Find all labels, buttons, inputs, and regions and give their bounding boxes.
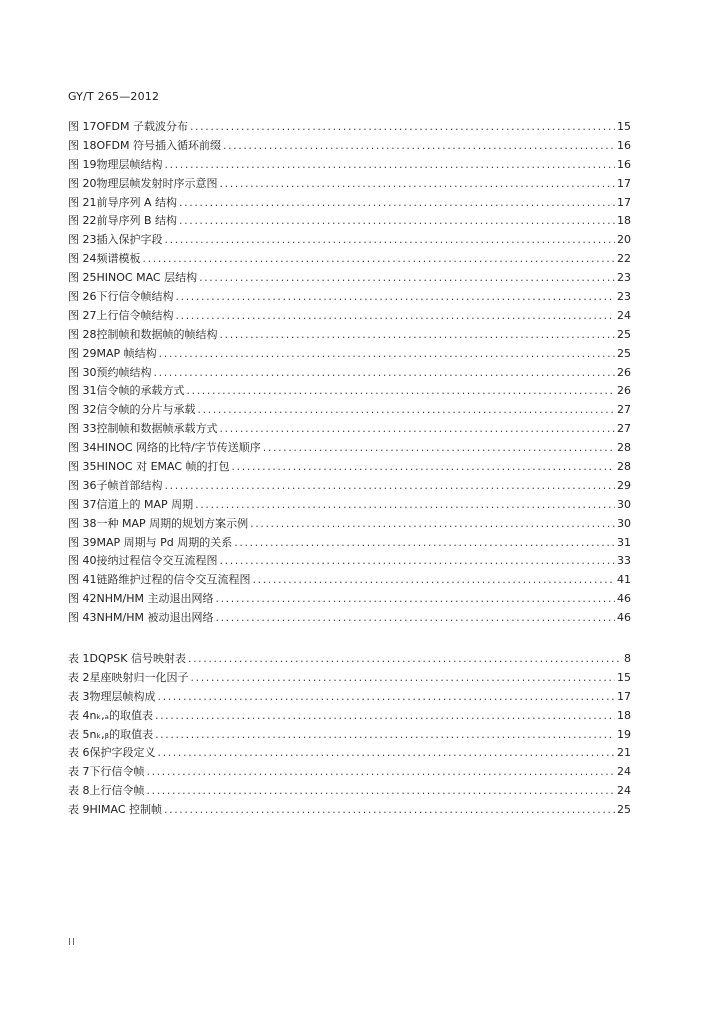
toc-entry-figure[interactable] <box>68 420 631 439</box>
entry-page: 15 <box>617 120 631 133</box>
toc-entry-figure[interactable] <box>68 326 631 345</box>
leader-dots <box>250 517 615 530</box>
entry-label: 表 5 <box>68 727 90 741</box>
entry-page: 26 <box>617 384 631 398</box>
entry-page: 24 <box>617 765 631 779</box>
entry-title: 物理层帧结构 <box>96 157 163 171</box>
entry-label: 表 4 <box>68 708 90 722</box>
entry-title: 链路维护过程的信令交互流程图 <box>96 573 251 587</box>
entry-label: 图 38 <box>68 516 97 530</box>
toc-entry-table[interactable] <box>68 744 631 763</box>
leader-dots <box>165 158 616 171</box>
entry-page: 25 <box>617 346 631 360</box>
toc-entry-figure[interactable] <box>68 118 631 137</box>
entry-title: HIMAC 控制帧 <box>89 803 163 817</box>
entry-page: 31 <box>617 535 631 549</box>
entry-label: 图 25 <box>68 271 97 285</box>
toc-entry-figure[interactable] <box>68 590 631 609</box>
toc-entry-table[interactable] <box>68 763 631 782</box>
entry-label: 表 8 <box>68 784 90 798</box>
toc-entry-table[interactable] <box>68 782 631 801</box>
leader-dots <box>220 422 616 435</box>
toc-entry-figure[interactable] <box>68 552 631 571</box>
leader-dots <box>253 573 616 586</box>
toc-entry-table[interactable] <box>68 707 631 726</box>
leader-dots <box>220 328 616 341</box>
leader-dots <box>223 139 615 152</box>
entry-label: 图 26 <box>68 290 97 304</box>
entry-page: 17 <box>617 195 631 209</box>
entry-page: 25 <box>617 803 631 817</box>
leader-dots <box>154 366 616 379</box>
entry-page: 27 <box>617 403 631 417</box>
toc-entry-figure[interactable] <box>68 175 631 194</box>
entry-page: 16 <box>617 138 631 152</box>
leader-dots <box>179 214 615 227</box>
toc-entry-figure[interactable] <box>68 250 631 269</box>
entry-label: 图 18 <box>68 138 97 152</box>
leader-dots <box>155 709 615 722</box>
entry-title: nₖ,ᵦ的取值表 <box>89 727 154 741</box>
page-number: II <box>68 937 76 948</box>
entry-page: 24 <box>617 308 631 322</box>
entry-title: 信道上的 MAP 周期 <box>96 497 194 511</box>
entry-title: 控制帧和数据帧承载方式 <box>96 422 218 436</box>
entry-page: 17 <box>617 689 631 703</box>
toc-entry-figure[interactable] <box>68 496 631 515</box>
leader-dots <box>164 803 615 816</box>
leader-dots <box>232 460 615 473</box>
entry-title: 前导序列 B 结构 <box>96 214 178 228</box>
leader-dots <box>215 611 615 624</box>
entry-title: nₖ,ₐ的取值表 <box>89 708 153 722</box>
leader-dots <box>188 652 622 665</box>
entry-title: 物理层帧构成 <box>89 689 156 703</box>
entry-title: 预约帧结构 <box>96 365 152 379</box>
entry-label: 图 22 <box>68 214 97 228</box>
entry-page: 20 <box>617 233 631 247</box>
entry-title: HINOC MAC 层结构 <box>96 271 198 285</box>
entry-label: 图 20 <box>68 176 97 190</box>
leader-dots <box>147 765 616 778</box>
entry-label: 图 19 <box>68 157 97 171</box>
entry-title: 保护字段定义 <box>89 746 156 760</box>
leader-dots <box>155 728 615 741</box>
entry-page: 19 <box>617 727 631 741</box>
entry-title: 前导序列 A 结构 <box>96 195 178 209</box>
entry-title: OFDM 子载波分布 <box>96 120 188 133</box>
entry-page: 26 <box>617 365 631 379</box>
entry-title: 信令帧的承载方式 <box>96 384 185 398</box>
toc-entry-figure[interactable] <box>68 137 631 156</box>
leader-dots <box>215 592 615 605</box>
leader-dots <box>179 196 615 209</box>
entry-page: 15 <box>617 670 631 684</box>
entry-page: 29 <box>617 478 631 492</box>
document-header: GY/T 265—2012 <box>68 90 160 103</box>
entry-page: 18 <box>617 214 631 228</box>
entry-page: 30 <box>617 497 631 511</box>
leader-dots <box>159 347 615 360</box>
entry-title: 一种 MAP 周期的规划方案示例 <box>96 516 249 530</box>
entry-title: HINOC 网络的比特/字节传送顺序 <box>96 441 261 455</box>
entry-label: 图 31 <box>68 384 97 398</box>
entry-label: 表 3 <box>68 689 90 703</box>
toc-entry-figure[interactable] <box>68 458 631 477</box>
leader-dots <box>187 384 616 397</box>
figure-list <box>68 118 631 628</box>
leader-dots <box>147 784 616 797</box>
entry-page: 28 <box>617 441 631 455</box>
entry-label: 图 17 <box>68 120 97 133</box>
entry-label: 图 21 <box>68 195 97 209</box>
entry-label: 图 43 <box>68 611 97 625</box>
entry-title: DQPSK 信号映射表 <box>89 652 186 665</box>
entry-page: 41 <box>617 573 631 587</box>
entry-title: 信令帧的分片与承载 <box>96 403 196 417</box>
entry-label: 图 37 <box>68 497 97 511</box>
toc-entry-figure[interactable] <box>68 269 631 288</box>
entry-title: 接纳过程信令交互流程图 <box>96 554 218 568</box>
toc-entry-table[interactable] <box>68 726 631 745</box>
entry-title: MAP 帧结构 <box>96 346 157 360</box>
entry-title: 上行信令帧结构 <box>96 308 174 322</box>
leader-dots <box>220 554 616 567</box>
leader-dots <box>263 441 615 454</box>
entry-title: 频谱模板 <box>96 252 141 266</box>
entry-page: 17 <box>617 176 631 190</box>
entry-title: 物理层帧发射时序示意图 <box>96 176 218 190</box>
leader-dots <box>199 271 615 284</box>
toc-entry-figure[interactable] <box>68 439 631 458</box>
entry-title: 控制帧和数据帧的帧结构 <box>96 327 218 341</box>
entry-page: 25 <box>617 327 631 341</box>
entry-title: HINOC 对 EMAC 帧的打包 <box>96 460 230 474</box>
entry-page: 23 <box>617 271 631 285</box>
leader-dots <box>198 403 616 416</box>
toc-entry-figure[interactable] <box>68 515 631 534</box>
entry-title: 上行信令帧 <box>89 784 145 798</box>
entry-title: NHM/HM 被动退出网络 <box>96 611 214 625</box>
entry-title: OFDM 符号插入循环前缀 <box>96 138 221 152</box>
entry-label: 表 7 <box>68 765 90 779</box>
entry-label: 表 9 <box>68 803 90 817</box>
toc-entry-figure[interactable] <box>68 156 631 175</box>
entry-page: 23 <box>617 290 631 304</box>
entry-page: 46 <box>617 592 631 606</box>
entry-page: 16 <box>617 157 631 171</box>
entry-label: 图 34 <box>68 441 97 455</box>
entry-label: 图 36 <box>68 478 97 492</box>
entry-label: 图 41 <box>68 573 97 587</box>
entry-page: 28 <box>617 460 631 474</box>
leader-dots <box>158 690 616 703</box>
toc-entry-table[interactable] <box>68 650 631 669</box>
entry-title: 子帧首部结构 <box>96 478 163 492</box>
table-list <box>68 650 631 820</box>
entry-label: 图 32 <box>68 403 97 417</box>
entry-title: 插入保护字段 <box>96 233 163 247</box>
entry-page: 24 <box>617 784 631 798</box>
leader-dots <box>143 252 616 265</box>
toc-entry-figure[interactable] <box>68 534 631 553</box>
leader-dots <box>158 746 616 759</box>
entry-title: 星座映射归一化因子 <box>89 670 189 684</box>
toc-entry-figure[interactable] <box>68 212 631 231</box>
leader-dots <box>165 233 616 246</box>
entry-label: 表 6 <box>68 746 90 760</box>
toc-entry-figure[interactable] <box>68 194 631 213</box>
toc-entry-figure[interactable] <box>68 364 631 383</box>
leader-dots <box>191 671 616 684</box>
entry-page: 46 <box>617 611 631 625</box>
entry-label: 图 35 <box>68 460 97 474</box>
entry-title: NHM/HM 主动退出网络 <box>96 592 214 606</box>
leader-dots <box>234 536 615 549</box>
toc-entry-figure[interactable] <box>68 307 631 326</box>
entry-label: 表 2 <box>68 670 90 684</box>
entry-label: 图 24 <box>68 252 97 266</box>
leader-dots <box>176 309 616 322</box>
entry-page: 30 <box>617 516 631 530</box>
toc-entry-figure[interactable] <box>68 401 631 420</box>
entry-title: 下行信令帧结构 <box>96 290 174 304</box>
entry-label: 图 42 <box>68 592 97 606</box>
toc-entry-figure[interactable] <box>68 477 631 496</box>
toc-entry-figure[interactable] <box>68 382 631 401</box>
entry-label: 图 28 <box>68 327 97 341</box>
entry-label: 图 39 <box>68 535 97 549</box>
entry-page: 33 <box>617 554 631 568</box>
leader-dots <box>220 177 616 190</box>
toc-entry-table[interactable] <box>68 801 631 820</box>
entry-label: 图 40 <box>68 554 97 568</box>
entry-page: 18 <box>617 708 631 722</box>
entry-title: 下行信令帧 <box>89 765 145 779</box>
entry-page: 27 <box>617 422 631 436</box>
toc-entry-figure[interactable] <box>68 571 631 590</box>
leader-dots <box>195 498 615 511</box>
toc-entry-figure[interactable] <box>68 609 631 628</box>
toc-entry-figure[interactable] <box>68 231 631 250</box>
entry-label: 表 1 <box>68 652 90 665</box>
entry-label: 图 30 <box>68 365 97 379</box>
leader-dots <box>176 290 616 303</box>
entry-page: 21 <box>617 746 631 760</box>
toc-entry-table[interactable] <box>68 669 631 688</box>
leader-dots <box>165 479 616 492</box>
toc-entry-figure[interactable] <box>68 288 631 307</box>
leader-dots <box>190 120 615 133</box>
entry-page: 8 <box>624 652 631 665</box>
entry-page: 22 <box>617 252 631 266</box>
entry-label: 图 27 <box>68 308 97 322</box>
toc-entry-table[interactable] <box>68 688 631 707</box>
entry-label: 图 29 <box>68 346 97 360</box>
entry-label: 图 33 <box>68 422 97 436</box>
entry-title: MAP 周期与 Pd 周期的关系 <box>96 535 233 549</box>
entry-label: 图 23 <box>68 233 97 247</box>
toc-entry-figure[interactable] <box>68 345 631 364</box>
